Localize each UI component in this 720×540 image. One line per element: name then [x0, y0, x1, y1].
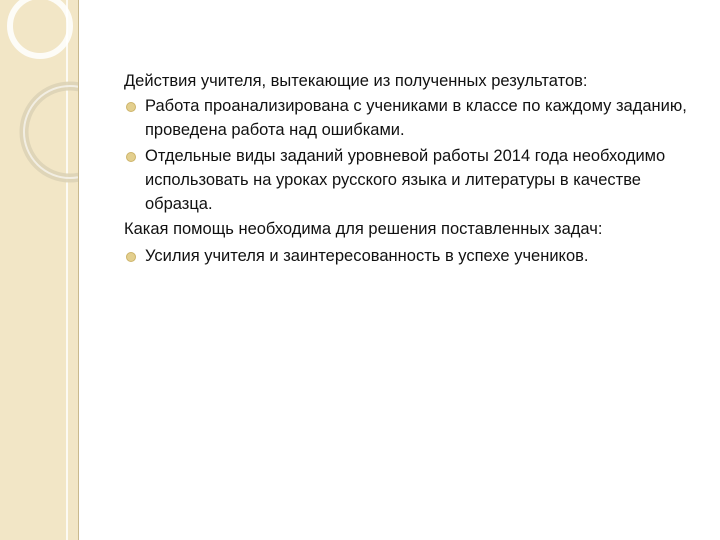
bullet-item: [124, 144, 690, 216]
heading-teacher-actions: Действия учителя, вытекающие из полученных результатов:: [124, 72, 588, 90]
decorative-side-panel: [0, 0, 79, 540]
bullet-text: Отдельные виды заданий уровневой работы 2014 года необходимо использовать на уроках русского языка и литературы в качестве образца.: [145, 147, 666, 213]
bullet-text: Усилия учителя и заинтересованность в успехе учеников.: [145, 247, 589, 265]
bullet-text: Работа проанализирована с учениками в классе по каждому заданию, проведена работа над ошибками.: [145, 97, 687, 139]
heading-help-needed: Какая помощь необходима для решения поставленных задач:: [124, 220, 603, 238]
slide-content: [124, 68, 690, 268]
bullet-icon: [126, 252, 136, 262]
bullet-item: [124, 94, 690, 142]
bullet-item: [124, 244, 690, 268]
bullet-icon: [126, 152, 136, 162]
decorative-circles-graphic: [0, 0, 78, 540]
bullet-icon: [126, 102, 136, 112]
